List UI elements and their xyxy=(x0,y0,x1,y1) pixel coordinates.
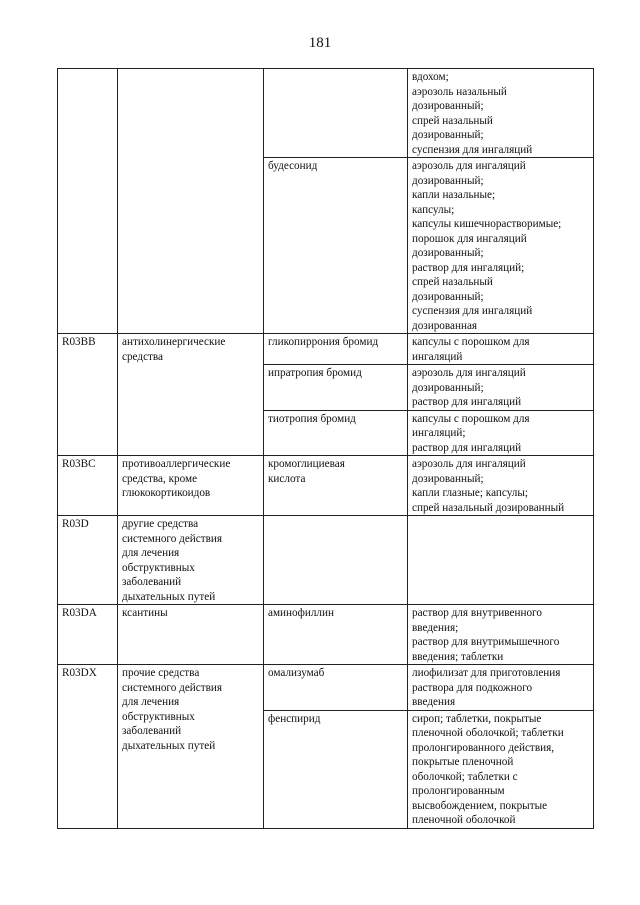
drug-name-line: омализумаб xyxy=(268,667,325,679)
dosage-form-line: раствор для ингаляций xyxy=(412,396,522,408)
dosage-form-line: капсулы с порошком для xyxy=(412,336,530,348)
dosage-form-line: порошок для ингаляций xyxy=(412,232,527,245)
group-text-line: заболеваний xyxy=(122,576,182,588)
dosage-form-line: аэрозоль для ингаляций xyxy=(412,367,526,379)
atc-code: R03DX xyxy=(62,667,97,679)
dosage-form-cell xyxy=(408,158,594,334)
atc-code: R03BB xyxy=(62,336,96,348)
table-row xyxy=(58,456,594,516)
dosage-form-line: дозированный; xyxy=(412,129,484,141)
group-text-line: ксантины xyxy=(122,607,168,619)
dosage-form-line: раствора для подкожного xyxy=(412,681,533,694)
dosage-form-line: раствор для ингаляций; xyxy=(412,261,525,274)
dosage-form-line: аэрозоль назальный xyxy=(412,85,507,98)
atc-code: R03BC xyxy=(62,458,96,470)
pharmacological-group-cell xyxy=(118,334,264,456)
dosage-form-line: пролонгированным xyxy=(412,785,505,797)
dosage-form-cell xyxy=(408,456,594,516)
dosage-form-line: дозированный; xyxy=(412,472,484,485)
atc-code-cell xyxy=(58,665,118,829)
group-text-line: противоаллергические xyxy=(122,458,231,470)
dosage-form-line: высвобождением, покрытые xyxy=(412,799,548,812)
drug-name-line: фенспирид xyxy=(268,712,321,725)
group-text-line: средства, кроме xyxy=(122,472,198,485)
atc-code-cell xyxy=(58,69,118,334)
dosage-form-cell xyxy=(408,334,594,365)
drug-name-line: кромоглициевая xyxy=(268,458,345,470)
table-body xyxy=(58,69,594,829)
dosage-form-line: дозированный; xyxy=(412,290,484,303)
dosage-form-line: вдохом; xyxy=(412,71,449,83)
dosage-form-line: суспензия для ингаляций xyxy=(412,305,533,317)
dosage-form-cell xyxy=(408,69,594,158)
group-text-line: для лечения xyxy=(122,547,180,559)
dosage-form-line: дозированный; xyxy=(412,100,484,112)
drug-name-line: гликопиррония бромид xyxy=(268,336,379,348)
dosage-form-line: суспензия для ингаляций xyxy=(412,143,533,156)
dosage-form-cell xyxy=(408,605,594,665)
dosage-form-line: введения; xyxy=(412,621,459,634)
pharmacological-group-cell xyxy=(118,516,264,605)
dosage-form-cell xyxy=(408,365,594,411)
dosage-form-line: капсулы с порошком для xyxy=(412,412,530,425)
drug-name-line: аминофиллин xyxy=(268,607,334,619)
dosage-form-line: спрей назальный xyxy=(412,114,493,127)
dosage-form-line: дозированный; xyxy=(412,381,484,394)
dosage-form-line: введения; таблетки xyxy=(412,650,504,663)
dosage-form-cell xyxy=(408,410,594,456)
dosage-form-cell xyxy=(408,516,594,605)
dosage-form-line: сироп; таблетки, покрытые xyxy=(412,712,542,725)
dosage-form-line: ингаляций; xyxy=(412,427,466,439)
group-text-line: обструктивных xyxy=(122,710,195,723)
group-text-line: прочие средства xyxy=(122,667,200,679)
drug-name-line: кислота xyxy=(268,472,306,485)
drug-name-cell xyxy=(264,605,408,665)
group-text-line: для лечения xyxy=(122,696,180,708)
group-text-line: дыхательных путей xyxy=(122,590,216,603)
group-text-line: системного действия xyxy=(122,532,223,545)
pharmacological-group-cell xyxy=(118,665,264,829)
dosage-form-line: спрей назальный дозированный xyxy=(412,501,565,514)
dosage-form-line: раствор для ингаляций xyxy=(412,441,522,454)
dosage-form-line: капли назальные; xyxy=(412,189,496,201)
page-number: 181 xyxy=(308,35,332,51)
table-row xyxy=(58,605,594,665)
group-text-line: глюкокортикоидов xyxy=(122,487,211,499)
atc-code-cell xyxy=(58,605,118,665)
atc-code-cell xyxy=(58,456,118,516)
dosage-form-cell xyxy=(408,665,594,711)
table-row xyxy=(58,334,594,365)
drug-classification-table xyxy=(57,68,594,829)
dosage-form-line: введения xyxy=(412,696,456,708)
dosage-form-line: капли глазные; капсулы; xyxy=(412,487,528,499)
table-row xyxy=(58,516,594,605)
drug-name-cell xyxy=(264,334,408,365)
pharmacological-group-cell xyxy=(118,456,264,516)
atc-code: R03D xyxy=(62,518,89,530)
drug-name-cell xyxy=(264,410,408,456)
table-row xyxy=(58,69,594,158)
atc-code: R03DA xyxy=(62,607,97,619)
drug-name-cell xyxy=(264,516,408,605)
group-text-line: средства xyxy=(122,350,164,363)
dosage-form-line: дозированная xyxy=(412,319,478,332)
dosage-form-line: дозированный; xyxy=(412,247,484,259)
group-text-line: другие средства xyxy=(122,518,199,530)
pharmacological-group-cell xyxy=(118,69,264,334)
dosage-form-line: пролонгированного действия, xyxy=(412,741,555,754)
dosage-form-line: пленочной оболочкой xyxy=(412,814,516,826)
dosage-form-line: покрытые пленочной xyxy=(412,756,514,768)
dosage-form-line: капсулы; xyxy=(412,203,455,216)
dosage-form-line: дозированный; xyxy=(412,174,484,187)
group-text-line: антихолинергические xyxy=(122,336,226,348)
dosage-form-line: лиофилизат для приготовления xyxy=(412,667,561,679)
group-text-line: дыхательных путей xyxy=(122,739,216,752)
dosage-form-line: раствор для внутримышечного xyxy=(412,636,560,648)
atc-code-cell xyxy=(58,516,118,605)
dosage-form-line: аэрозоль для ингаляций xyxy=(412,458,526,470)
dosage-form-line: ингаляций xyxy=(412,350,463,363)
drug-name-cell xyxy=(264,365,408,411)
group-text-line: заболеваний xyxy=(122,725,182,737)
drug-name-cell xyxy=(264,158,408,334)
drug-name-cell xyxy=(264,710,408,828)
dosage-form-line: капсулы кишечнорастворимые; xyxy=(412,218,562,230)
group-text-line: обструктивных xyxy=(122,561,195,574)
dosage-form-line: раствор для внутривенного xyxy=(412,607,542,619)
table-row xyxy=(58,665,594,711)
dosage-form-line: оболочкой; таблетки с xyxy=(412,770,518,783)
pharmacological-group-cell xyxy=(118,605,264,665)
dosage-form-line: аэрозоль для ингаляций xyxy=(412,160,526,172)
atc-code-cell xyxy=(58,334,118,456)
drug-name-cell xyxy=(264,456,408,516)
group-text-line: системного действия xyxy=(122,681,223,694)
dosage-form-line: пленочной оболочкой; таблетки xyxy=(412,727,564,739)
drug-name-line: ипратропия бромид xyxy=(268,367,362,379)
dosage-form-cell xyxy=(408,710,594,828)
drug-name-cell xyxy=(264,665,408,711)
drug-name-cell xyxy=(264,69,408,158)
dosage-form-line: спрей назальный xyxy=(412,276,493,288)
drug-name-line: будесонид xyxy=(268,160,318,172)
drug-name-line: тиотропия бромид xyxy=(268,412,356,425)
